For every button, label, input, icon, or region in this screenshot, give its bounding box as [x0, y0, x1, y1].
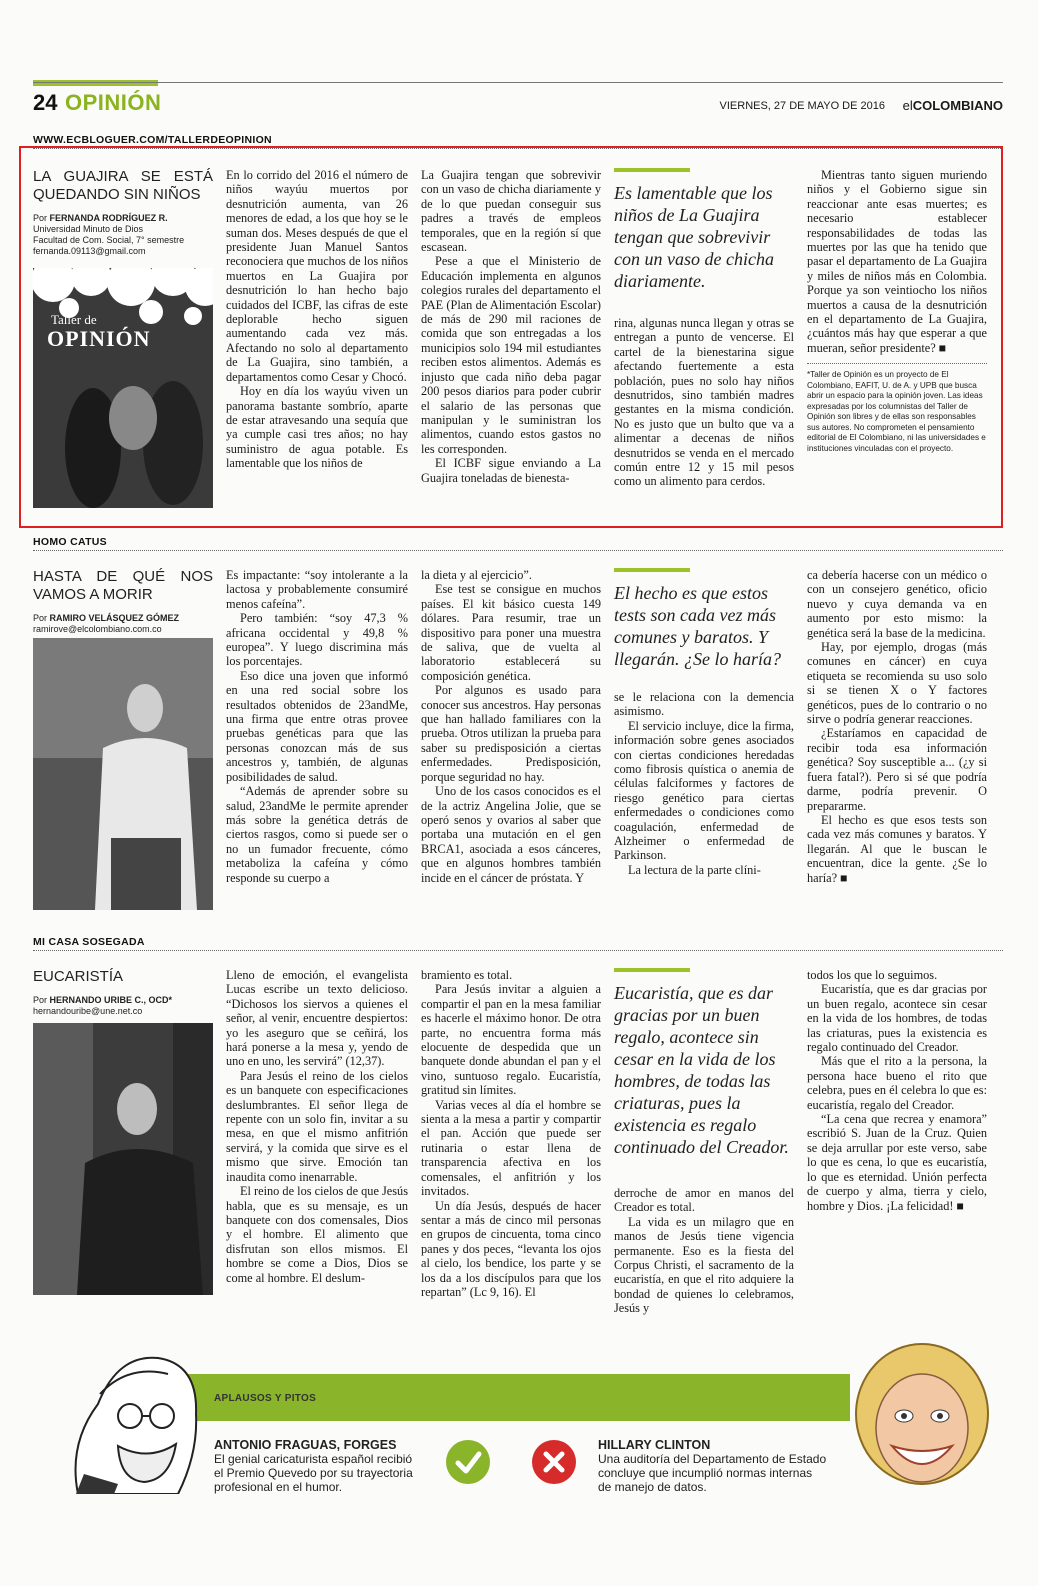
paragraph: La lectura de la parte clíni- — [628, 862, 761, 877]
author-photo-velasquez — [33, 638, 213, 910]
author-name: HERNANDO URIBE C., OCD* — [49, 995, 173, 1005]
paragraph: derroche de amor en manos del Creador es total. — [614, 1186, 794, 1215]
article-guajira-col5 — [807, 168, 987, 454]
byline-prefix: Por — [33, 995, 50, 1005]
taller-opinion-logo-photo — [33, 268, 213, 508]
section-label-taller[interactable]: WWW.ECBLOGUER.COM/TALLERDEOPINION — [33, 134, 1003, 146]
applause-name: ANTONIO FRAGUAS, FORGES — [214, 1438, 397, 1452]
paragraph: Eucaristía, que es dar gracias por un buen regalo, acontece sin cesar en la vida de los hombres, de todas las criaturas, pues la existencia es regalo continuado del Creador. — [807, 982, 987, 1055]
article-eucaristia-col5 — [807, 968, 987, 1213]
paragraph: Eso dice una joven que informó en una red social sobre los resultados obtenidos de 23andMe, una firma que entre otras provee pruebas genéticas para que las personas conozcan más de sus ancestros y, también, de algunas posibilidades de salud. — [226, 668, 408, 784]
paragraph: Ese test se consigue en muchos países. El kit básico cuesta 149 dólares. Para resumir, trae un dispositivo para poner una muestra de saliva, que de vuelta al laboratorio establecerá su composición genética. — [421, 582, 601, 683]
applause-banner — [160, 1374, 850, 1421]
paragraph: ca debería hacerse con un médico o con un consejero genético, oficio nuevo y cuya demanda va en aumento por esto mismo: la genética será la base de la medicina. — [807, 568, 987, 640]
paragraph: El hecho es que esos tests son cada vez más comunes y baratos. Y llegarán. Al que le buscan le encuentran, dice la gente. ¿Se lo haría? ■ — [807, 812, 987, 885]
x-icon — [532, 1440, 576, 1484]
paragraph: ¿Estaríamos en capacidad de recibir toda esa información genética? Soy susceptible a... (¿y si fuera fatal?). Pero si sé que podría darme, podría prevenir. O prepararme. — [807, 726, 987, 813]
paragraph: “La cena que recrea y enamora” escribió S. Juan de la Cruz. Quien se deja arrullar por este verso, sabe lo que es cena, lo que es eucaristía, lo que es eternidad. Unión perfecta de cuerpo y alma, tierra y cielo, hombre y Dios. ¡La felicidad! ■ — [807, 1112, 987, 1213]
newspaper-logo-name: COLOMBIANO — [912, 98, 1003, 113]
author-photo-uribe — [33, 1023, 213, 1295]
paragraph: Pese a que el Ministerio de Educación implementa en algunos colegios rurales del departamento el PAE (Plan de Alimentación Escolar) de más de 290 mil raciones de comida que son entregadas a los municipios solo 194 mil estudiantes reciben estos alimentos. Además es injusto que cada niño deba pagar 200 pesos diarios para poder cubrir el salario de las personas que manipulan y le suministran los alimentos, cuando estos gastos no les corresponden. — [421, 254, 601, 456]
paragraph: El reino de los cielos de que Jesús habla, que es su mensaje, es un banquete con dos comensales, Dios y el hombre. El alimento que disfrutan son ellos mismos. El hombre se come a Dios, Dios se come al hombre. El deslum- — [226, 1184, 408, 1285]
paragraph: En lo corrido del 2016 el número de niños wayúu muertos por desnutrición aumenta, van 26 menores de edad, a los que hoy se le suman dos. Meses después de que el presidente Juan Manuel Santos reconociera que muchos de los niños muertos en La Guajira por desnutrición lo han hecho bajo cuidados del ICBF, las cifras de este deplorable hecho siguen aumentando cada vez más. Afectando no solo al departamento de La Guajira, sino también, a departamentos como Cesar y Chocó. — [226, 168, 408, 384]
paragraph: Hay, por ejemplo, drogas (más comunes en cáncer) en cuya etiqueta se recomienda su uso solo si se tienen X o Y factores genéticos, pues de lo contrario o no sirve o podría generar reacciones. — [807, 640, 987, 727]
caricature-forges — [58, 1334, 208, 1494]
article-headline: HASTA DE QUÉ NOS VAMOS A MORIR — [33, 568, 213, 603]
byline-prefix: Por — [33, 213, 50, 223]
paragraph: La vida es un milagro que en manos de Jesús tiene vigencia permanente. Eso es la fiesta del Corpus Christi, el sacramento de la eucaristía, en que el rito adquiere la bondad de quienes lo celebramos, Jesús y — [614, 1214, 794, 1316]
article-headline: LA GUAJIRA SE ESTÁ QUEDANDO SIN NIÑOS — [33, 168, 213, 203]
page-number: 24 — [33, 90, 58, 115]
author-affiliation: Universidad Minuto de Dios — [33, 224, 144, 234]
paragraph: Lleno de emoción, el evangelista Lucas escribe un texto delicioso. “Dichosos los siervos a quienes el señor, al venir, encuentre despiertos: yo les aseguro que se ceñirá, los hará ponerse a la mesa y, yendo de uno en uno, les servirá” (12,37). — [226, 968, 408, 1069]
paragraph: Para Jesús el reino de los cielos es un banquete con especificaciones deslumbrantes. El señor llega de repente con un solo fin, invitar a su mesa, en que el mismo anfitrión servirá, y la comida que sirve es el mismo que sirve. Emoción tan inaudita como inenarrable. — [226, 1068, 408, 1184]
paragraph: Hoy en día los wayúu viven un panorama bastante sombrío, aparte de estar atravesando una sequía que ya cumple casi tres años; no hay suministro de agua potable. Es lamentable que los niños de — [226, 384, 408, 471]
paragraph: bramiento es total. — [421, 968, 513, 982]
article-homo-catus-col4 — [614, 568, 794, 877]
newspaper-logo — [903, 98, 1003, 113]
paragraph: “Además de aprender sobre su salud, 23andMe le permite aprender más sobre la genética detrás de ciertos rasgos, como si puede ser o no un fumador frecuente, cómo metaboliza la cafeína y cómo responde su cuerpo a — [226, 784, 408, 885]
pull-quote: Eucaristía, que es dar gracias por un buen regalo, acontece sin cesar en la vida de los hombres, de todas las criaturas, pues la existencia es regalo continuado del Creador. — [614, 983, 789, 1157]
header-accent-bar — [33, 80, 158, 86]
applause-text: El genial caricaturista español recibió el Premio Quevedo por su trayectoria profesional en el humor. — [214, 1452, 413, 1494]
paragraph: la dieta y al ejercicio”. — [421, 568, 532, 582]
author-faculty: Facultad de Com. Social, 7° semestre — [33, 235, 185, 245]
byline — [33, 613, 213, 624]
article-guajira-col2 — [226, 168, 408, 471]
section-label-homo-catus: HOMO CATUS — [33, 536, 1003, 548]
article-guajira — [33, 168, 1003, 513]
author-portrait — [33, 638, 213, 910]
paragraph: Es impactante: “soy intolerante a la lactosa y probablemente consumiré menos cafeína”. — [226, 568, 408, 611]
paragraph: Uno de los casos conocidos es el de la actriz Angelina Jolie, que se operó senos y ovarios al saber que portaba una mutación en el gen BRCA1, asociada a esos cánceres, que en algunos hombres también incide en el cáncer de próstata. Y — [421, 784, 601, 885]
article-homo-catus-col3 — [421, 568, 601, 885]
logo-text-large: OPINIÓN — [47, 326, 151, 351]
article-headline: EUCARISTÍA — [33, 968, 124, 985]
pull-quote-rule — [614, 968, 690, 972]
paragraph: Más que el rito a la persona, la persona hace bueno el rito que celebra, pues en él celebra lo que es: eucaristía, regalo del Creador. — [807, 1054, 987, 1112]
speech-bubbles-icon — [33, 268, 213, 508]
paragraph: La Guajira tengan que sobrevivir con un vaso de chicha diariamente y de lo que puedan conseguir sus padres a través de empleos temporales, que en la región sí que escasean. — [421, 168, 601, 255]
article-guajira-col3 — [421, 168, 601, 485]
article-homo-catus-col2 — [226, 568, 408, 885]
header-rule — [33, 82, 1003, 83]
caricature-clinton — [840, 1332, 1000, 1492]
pull-quote: El hecho es que estos tests son cada vez más comunes y baratos. Y llegarán. ¿Se lo haría? — [614, 583, 781, 669]
pull-quote-rule — [614, 168, 690, 172]
page-header — [33, 90, 1003, 120]
paragraph: todos los que lo seguimos. — [807, 968, 938, 982]
pull-quote: Es lamentable que los niños de La Guajira tengan que sobrevivir con un vaso de chicha diariamente. — [614, 183, 774, 291]
paragraph: El ICBF sigue enviando a La Guajira toneladas de bienesta- — [421, 456, 601, 485]
author-email[interactable]: fernanda.09113@gmail.com — [33, 246, 146, 256]
article-guajira-header — [33, 168, 213, 257]
whistle-text: Una auditoría del Departamento de Estado concluye que incumplió normas internas de manejo de datos. — [598, 1452, 827, 1494]
newspaper-logo-prefix: el — [902, 98, 913, 113]
author-name: RAMIRO VELÁSQUEZ GÓMEZ — [49, 613, 180, 623]
paragraph: Pero también: “soy 47,3 % africana occidental y 49,8 % europea”. Y luego discrimina más los porcentajes. — [226, 611, 408, 669]
article-eucaristia-col2 — [226, 968, 408, 1285]
applause-forges — [214, 1438, 424, 1494]
byline — [33, 995, 213, 1006]
article-guajira-col4 — [614, 168, 794, 489]
paragraph: Por algunos es usado para conocer sus ancestros. Hay personas que han hallado familiares con la prueba. Otros utilizan la prueba para saber su predisposición a ciertas enfermedades. Predisposición, porque seguridad no hay. — [421, 683, 601, 784]
article-eucaristia — [33, 968, 1003, 1330]
article-eucaristia-col3 — [421, 968, 601, 1299]
whistle-clinton — [598, 1438, 828, 1494]
article-eucaristia-header — [33, 968, 213, 1017]
paragraph: Varias veces al día el hombre se sienta a la mesa a partir y compartir el pan. Acción que puede ser rutinaria o estar llena de transparencia afectiva en los comensales, el anfitrión y los invitados. — [421, 1097, 601, 1199]
author-name: FERNANDA RODRÍGUEZ R. — [49, 213, 168, 223]
paragraph: se le relaciona con la demencia asimismo. — [614, 690, 794, 719]
author-portrait — [33, 1023, 213, 1295]
article-homo-catus-header — [33, 568, 213, 635]
byline — [33, 213, 213, 224]
check-icon — [446, 1440, 490, 1484]
byline-prefix: Por — [33, 613, 50, 623]
footnote: *Taller de Opinión es un proyecto de El Colombiano, EAFIT, U. de A. y UPB que busca abrir un espacio para la opinión joven. Las ideas expresadas por los columnistas del Taller de Opinión son libres y de ellas son responsables sus autores. No comprometen el pensamiento editorial de El Colombiano, ni las universidades e instituciones vinculadas con el proyecto. — [807, 363, 987, 454]
logo-text-small: Taller de — [51, 312, 97, 327]
article-homo-catus-col5 — [807, 568, 987, 885]
applause-label: APLAUSOS Y PITOS — [214, 1393, 317, 1404]
paragraph: El servicio incluye, dice la firma, información sobre genes asociados con ciertas condiciones heredadas como fibrosis quística o anemia de células falciformes y factores de riesgo genético para ciertas enfermedades o condiciones como coagulación, enfermedad de Alzheimer o enfermedad de Parkinson. — [614, 718, 794, 863]
issue-date: VIERNES, 27 DE MAYO DE 2016 — [719, 100, 885, 112]
paragraph: Para Jesús invitar a alguien a compartir el pan en la mesa familiar es hacerle el máximo honor. De otra parte, no encuentra forma más elocuente de despedida que un banquete donde abundan el pan y el vino, suntuoso regalo. Eucaristía, gratitud sin límites. — [421, 982, 601, 1098]
paragraph: rina, algunas nunca llegan y otras se entregan a punto de vencerse. El cartel de la bienestarina sigue afectando fuertemente a esta población, pues no solo hay niños desnutridos, sino también madres gestantes en la misma condición. No es justo que un bulto que va a alimentar a decenas de niños desnutridos se venda en el mercado común entre 12 y 15 mil pesos como un alimento para cerdos. — [614, 316, 794, 489]
paragraph: Un día Jesús, después de hacer sentar a más de cinco mil personas en grupos de cincuenta, toma cinco panes y dos peces, “levanta los ojos al cielo, los bendice, los parte y se los da a los discípulos para que los repartan” (Lc 9, 16). El — [421, 1198, 601, 1299]
paragraph: Mientras tanto siguen muriendo niños y el Gobierno sigue sin reaccionar ante esas muertes; es necesario establecer responsabilidades de todas las muertes por las que ha tenido que pasar el departamento de La Guajira y miles de niños más en Colombia. Porque ya son veintiocho los niños muertos a causa de la desnutrición en el departamento de La Guajira, ¿cuántos más hay que esperar a que mueran, señor presidente? ■ — [807, 168, 987, 355]
author-email[interactable]: ramirove@elcolombiano.com.co — [33, 624, 162, 634]
whistle-name: HILLARY CLINTON — [598, 1438, 711, 1452]
section-label-mi-casa-sosegada: MI CASA SOSEGADA — [33, 936, 1003, 948]
section-title: OPINIÓN — [65, 90, 162, 115]
article-homo-catus — [33, 568, 1003, 913]
article-eucaristia-col4 — [614, 968, 794, 1316]
author-email[interactable]: hernandouribe@une.net.co — [33, 1006, 143, 1016]
pull-quote-rule — [614, 568, 690, 572]
